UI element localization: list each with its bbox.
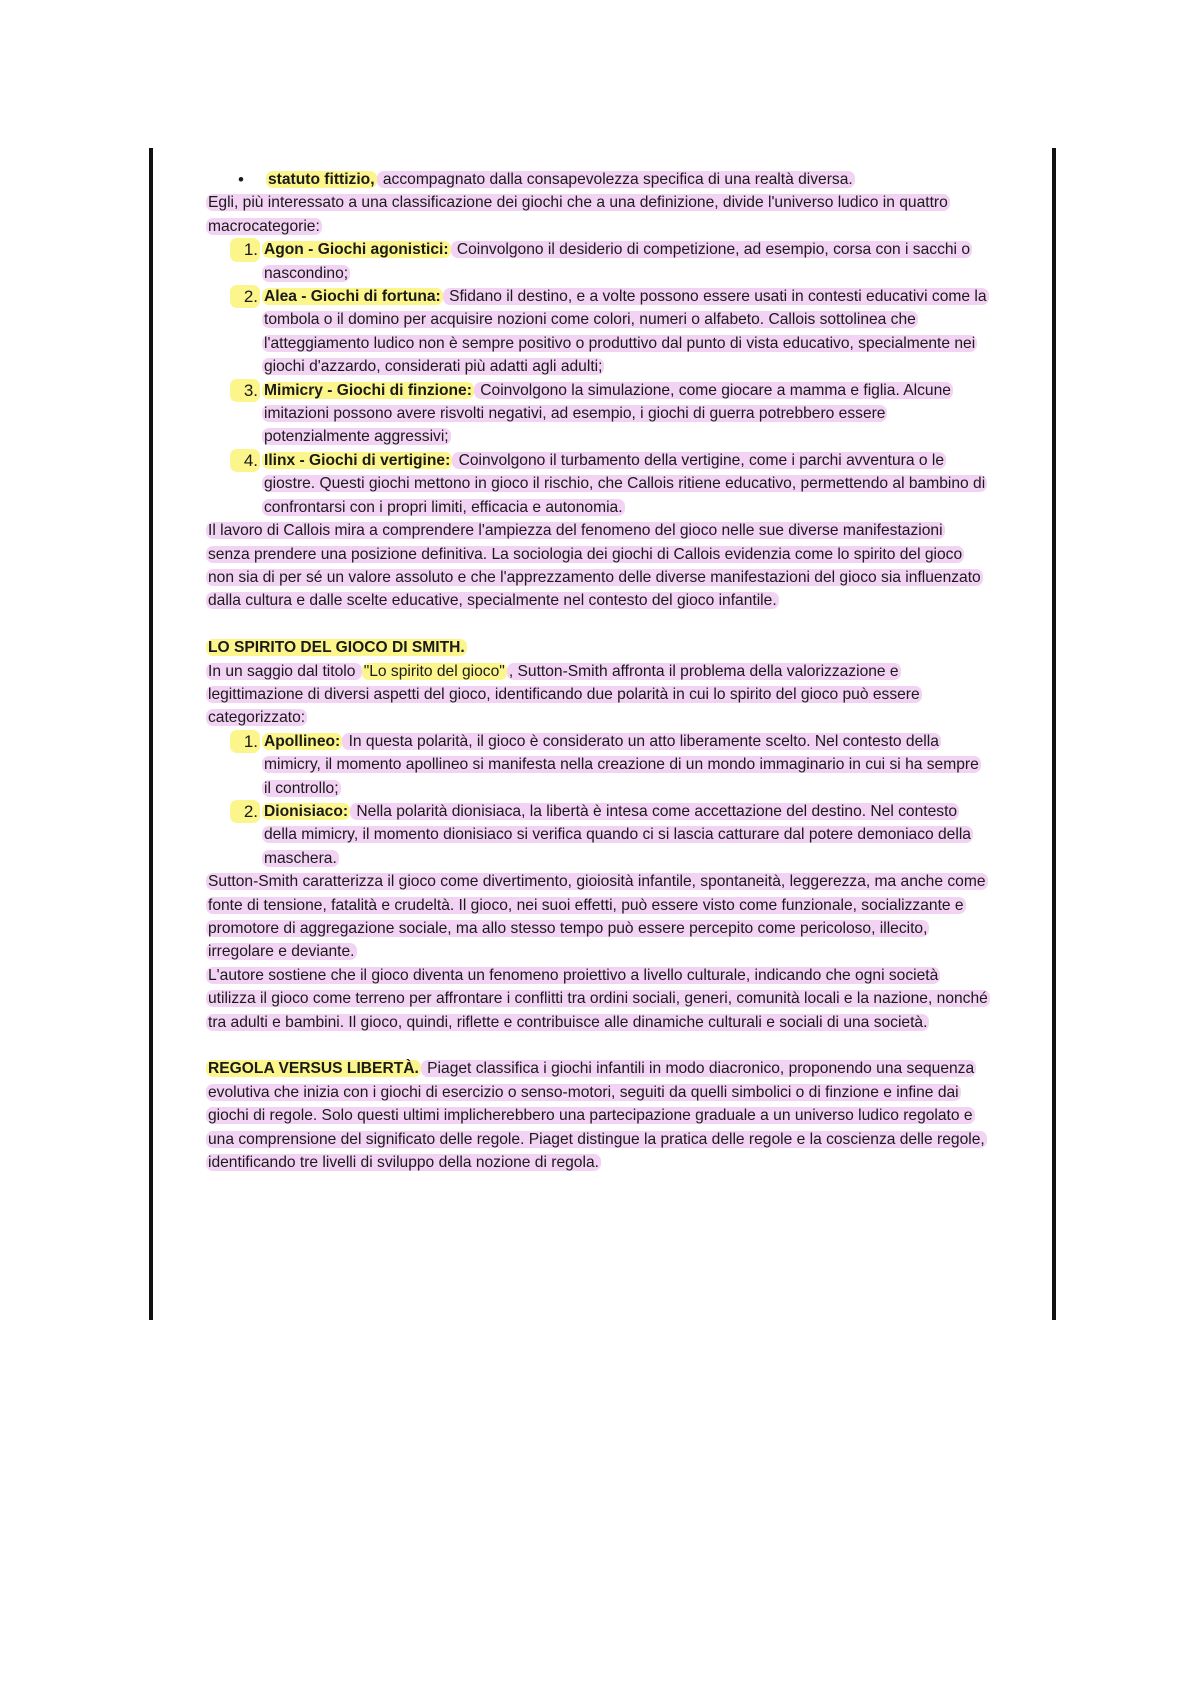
bullet-item	[206, 168, 988, 191]
list-item	[206, 379, 988, 449]
category-text: Coinvolgono la simulazione, come giocare a mamma e figlia. Alcune imitazioni possono avere risvolti negativi, ad esempio, i giochi di guerra potrebbero essere potenzialmente aggressivi;	[264, 381, 951, 446]
polarity-text: In questa polarità, il gioco è considerato un atto liberamente scelto. Nel contesto della mimicry, il momento apollineo si manifesta nella creazione di un mondo immaginario in cui si ha sempre il controllo;	[264, 732, 979, 797]
list-marker: 4.	[230, 449, 260, 472]
category-term: Alea - Giochi di fortuna:	[264, 288, 441, 306]
section-heading-smith: LO SPIRITO DEL GIOCO DI SMITH.	[208, 639, 465, 657]
category-term: Agon - Giochi agonistici:	[264, 241, 449, 259]
callois-categories-list	[206, 238, 988, 519]
list-item	[206, 238, 988, 285]
category-term: Ilinx - Giochi di vertigine:	[264, 451, 451, 469]
list-marker: 2.	[230, 285, 260, 308]
list-marker: 1.	[230, 730, 260, 753]
smith-paragraph-2: L'autore sostiene che il gioco diventa un fenomeno proiettivo a livello culturale, indicando che ogni società utilizza il gioco come terreno per affrontare i conflitti tra ordini sociali, generi, comunità locali e la nazione, nonché tra adulti e bambini. Il gioco, quindi, riflette e contribuisce alle dinamiche culturali e sociali di una società.	[208, 966, 988, 1031]
bullet-text: accompagnato dalla consapevolezza specifica di una realtà diversa.	[378, 171, 853, 188]
list-marker: 2.	[230, 800, 260, 823]
smith-intro: In un saggio dal titolo "Lo spirito del gioco" , Sutton-Smith affronta il problema della valorizzazione e legittimazione di diversi aspetti del gioco, identificando due polarità in cui lo spirito del gioco può essere categorizzato:	[208, 662, 920, 727]
section-heading-piaget: REGOLA VERSUS LIBERTÀ.	[208, 1060, 419, 1078]
document-page	[206, 168, 988, 1174]
bullet-dot-icon: •	[238, 170, 244, 189]
polarity-term: Apollineo:	[264, 732, 341, 750]
list-marker: 1.	[230, 238, 260, 261]
polarity-term: Dionisiaco:	[264, 802, 349, 820]
list-item	[206, 800, 988, 870]
callois-conclusion: Il lavoro di Callois mira a comprendere l'ampiezza del fenomeno del gioco nelle sue diverse manifestazioni senza prendere una posizione definitiva. La sociologia dei giochi di Callois evidenzia come lo spirito del gioco non sia di per sé un valore assoluto e che l'apprezzamento delle diverse manifestazioni del gioco sia influenzato dalla cultura e dalle scelte educative, specialmente nel contesto del gioco infantile.	[208, 522, 981, 610]
smith-polarities-list	[206, 730, 988, 870]
piaget-paragraph: REGOLA VERSUS LIBERTÀ. Piaget classifica i giochi infantili in modo diacronico, proponendo una sequenza evolutiva che inizia con i giochi di esercizio o senso-motori, seguiti da quelli simbolici o di finzione e infine dai giochi di regole. Solo questi ultimi implicherebbero una partecipazione graduale a un universo ludico regolato e una comprensione del significato delle regole. Piaget distingue la pratica delle regole e la coscienza delle regole, identificando tre livelli di sviluppo della nozione di regola.	[208, 1060, 985, 1172]
left-border-line	[149, 148, 153, 1320]
right-border-line	[1052, 148, 1056, 1320]
category-text: Coinvolgono il turbamento della vertigine, come i parchi avventura o le giostre. Questi giochi mettono in gioco il rischio, che Callois ritiene educativo, permettendo al bambino di confrontarsi con i propri limiti, efficacia e autonomia.	[264, 451, 986, 516]
category-text: Sfidano il destino, e a volte possono essere usati in contesti educativi come la tombola o il domino per acquisire nozioni come colori, numeri o alfabeto. Callois sottolinea che l'atteggiamento ludico non è sempre positivo o produttivo dal punto di vista educativo, specialmente nei giochi d'azzardo, considerati più adatti agli adulti;	[264, 288, 987, 376]
list-item	[206, 730, 988, 800]
essay-title: "Lo spirito del gioco"	[363, 662, 505, 680]
category-text: Coinvolgono il desiderio di competizione, ad esempio, corsa con i sacchi o nascondino;	[264, 241, 971, 282]
category-term: Mimicry - Giochi di finzione:	[264, 381, 472, 399]
list-item	[206, 285, 988, 379]
polarity-text: Nella polarità dionisiaca, la libertà è intesa come accettazione del destino. Nel contesto della mimicry, il momento dionisiaco si verifica quando ci si lascia catturare dal potere demoniaco della maschera.	[264, 802, 971, 867]
callois-intro: Egli, più interessato a una classificazione dei giochi che a una definizione, divide l'universo ludico in quattro macrocategorie:	[208, 194, 948, 235]
list-item	[206, 449, 988, 519]
list-marker: 3.	[230, 379, 260, 402]
smith-paragraph-1: Sutton-Smith caratterizza il gioco come divertimento, gioiosità infantile, spontaneità, leggerezza, ma anche come fonte di tensione, fatalità e crudeltà. Il gioco, nei suoi effetti, può essere visto come funzionale, socializzante e promotore di aggregazione sociale, ma allo stesso tempo può essere percepito come pericoloso, illecito, irregolare e deviante.	[208, 873, 986, 961]
bullet-term: statuto fittizio,	[268, 171, 375, 188]
